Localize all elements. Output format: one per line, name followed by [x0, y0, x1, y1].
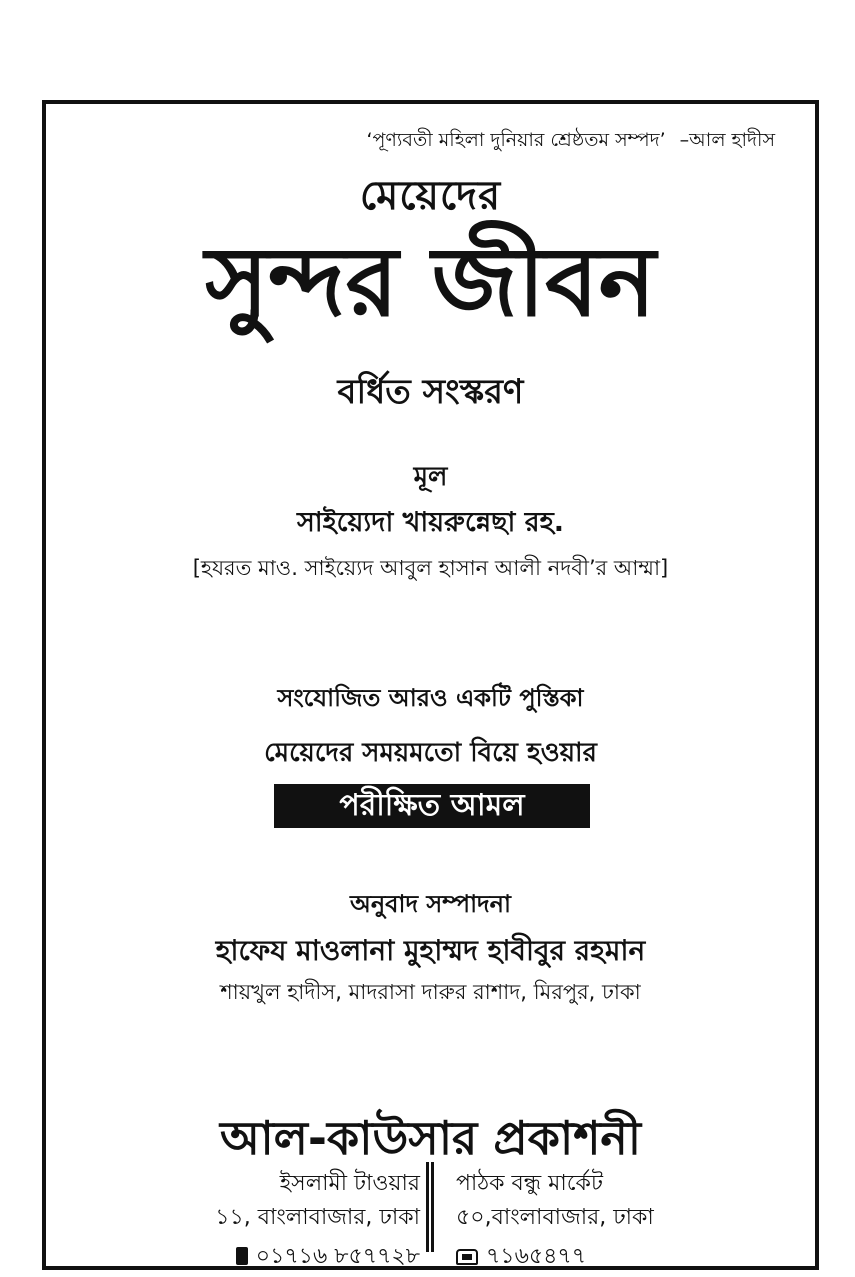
- right-phone: [456, 1239, 586, 1276]
- book-title: সুন্দর জীবন: [205, 226, 656, 338]
- mobile-phone-icon: [236, 1247, 248, 1265]
- author-name: সাইয়্যেদা খায়রুন্নেছা রহ.: [296, 507, 565, 538]
- telephone-icon: [456, 1249, 478, 1265]
- right-phone-number: ৭১৬৫৪৭৭: [486, 1244, 587, 1269]
- right-address-line1: পাঠক বন্ধু মার্কেট: [456, 1171, 603, 1196]
- quote-source: –আল হাদীস: [679, 129, 775, 151]
- author-note: [হযরত মাও. সাইয়্যেদ আবুল হাসান আলী নদবী’র আম্মা]: [192, 556, 669, 580]
- title-prefix: মেয়েদের: [359, 173, 502, 219]
- publisher-name: আল-কাউসার প্রকাশনী: [219, 1111, 642, 1165]
- hadith-quote: [95, 126, 815, 158]
- attached-booklet-title: মেয়েদের সময়মতো বিয়ে হওয়ার: [264, 738, 597, 768]
- left-address-line2: ১১, বাংলাবাজার, ঢাকা: [215, 1205, 420, 1230]
- address-divider: [426, 1162, 434, 1252]
- quote-text: ‘পূণ্যবতী মহিলা দুনিয়ার শ্রেষ্ঠতম সম্পদ’: [366, 129, 666, 151]
- left-address-line1: ইসলামী টাওয়ার: [279, 1171, 420, 1196]
- translator-name: হাফেয মাওলানা মুহাম্মদ হাবীবুর রহমান: [215, 934, 646, 967]
- right-address-line2: ৫০,বাংলাবাজার, ঢাকা: [456, 1205, 654, 1230]
- attached-booklet-label: সংযোজিত আরও একটি পুস্তিকা: [277, 684, 584, 712]
- attached-highlight-text: পরীক্ষিত আমল: [339, 788, 525, 823]
- edition-label: বর্ধিত সংস্করণ: [337, 372, 524, 412]
- cover-frame: [42, 100, 819, 1270]
- original-label: মূল: [413, 462, 448, 492]
- attached-highlight-box: [274, 784, 590, 828]
- left-phone-number: ০১৭১৬ ৮৫৭৭২৮: [255, 1244, 420, 1269]
- cover-content: [46, 104, 815, 1269]
- left-phone: [236, 1239, 420, 1276]
- translator-label: অনুবাদ সম্পাদনা: [350, 890, 511, 918]
- translator-description: শায়খুল হাদীস, মাদরাসা দারুর রাশাদ, মিরপুর, ঢাকা: [220, 980, 641, 1004]
